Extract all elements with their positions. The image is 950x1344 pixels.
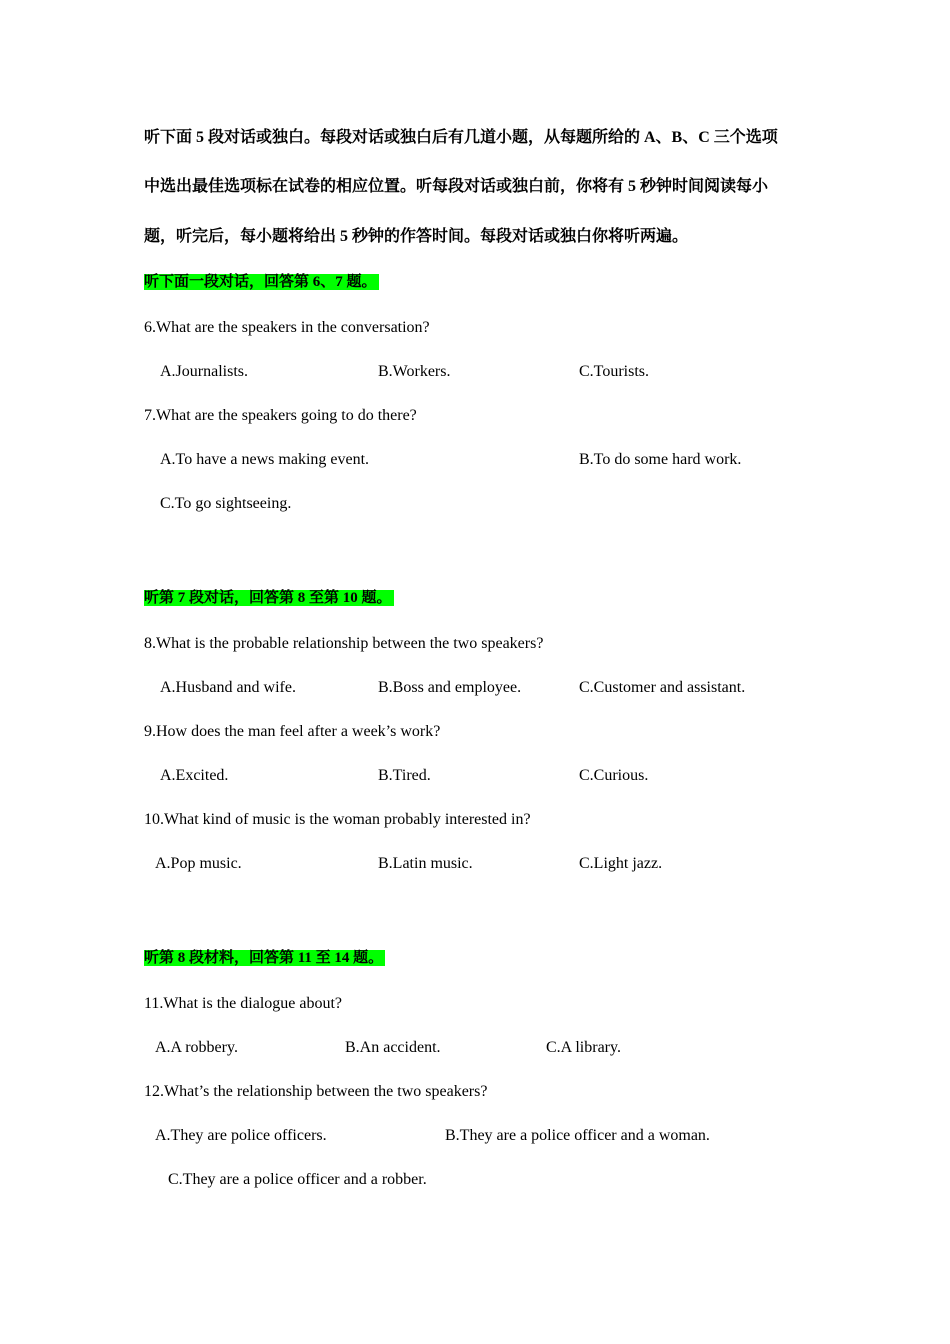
q8-option-a: A.Husband and wife. [160,679,296,696]
q6-option-a: A.Journalists. [160,363,248,380]
q10-option-c: C.Light jazz. [579,855,663,872]
q6-option-b: B.Workers. [378,363,451,380]
q8-option-b: B.Boss and employee. [378,679,522,696]
q12-option-a: A.They are police officers. [155,1127,327,1144]
q9-option-c: C.Curious. [579,767,649,784]
question-10: 10.What kind of music is the woman probably interested in? [144,811,531,828]
question-6: 6.What are the speakers in the conversation? [144,319,430,336]
question-7: 7.What are the speakers going to do there? [144,407,417,424]
q10-option-a: A.Pop music. [155,855,242,872]
instructions-line-3: 题，听完后，每小题将给出 5 秒钟的作答时间。每段对话或独白你将听两遍。 [144,228,689,245]
q6-option-c: C.Tourists. [579,363,649,380]
section-heading-2-text: 听第 7 段对话，回答第 8 至第 10 题。 [144,590,392,606]
q7-option-a: A.To have a news making event. [160,451,370,468]
instructions-line-1: 听下面 5 段对话或独白。每段对话或独白后有几道小题，从每题所给的 A、B、C 三个选项 [144,129,778,146]
section-heading-3-text: 听第 8 段材料，回答第 11 至 14 题。 [144,950,384,966]
q9-option-a: A.Excited. [160,767,229,784]
q10-option-b: B.Latin music. [378,855,473,872]
instructions-line-2: 中选出最佳选项标在试卷的相应位置。听每段对话或独白前，你将有 5 秒钟时间阅读每小 [144,178,769,195]
section-heading-2 [144,588,394,608]
q9-option-b: B.Tired. [378,767,431,784]
question-9: 9.How does the man feel after a week’s work? [144,723,441,740]
q11-option-b: B.An accident. [345,1039,441,1056]
section-heading-3 [144,948,385,968]
q7-option-b: B.To do some hard work. [579,451,742,468]
q12-option-c: C.They are a police officer and a robber. [168,1171,427,1188]
q11-option-a: A.A robbery. [155,1039,238,1056]
question-12: 12.What’s the relationship between the two speakers? [144,1083,488,1100]
question-8: 8.What is the probable relationship between the two speakers? [144,635,544,652]
q8-option-c: C.Customer and assistant. [579,679,746,696]
q7-option-c: C.To go sightseeing. [160,495,292,512]
question-11: 11.What is the dialogue about? [144,995,343,1012]
section-heading-1-text: 听下面一段对话，回答第 6、7 题。 [144,274,377,290]
q12-option-b: B.They are a police officer and a woman. [445,1127,710,1144]
section-heading-1 [144,272,379,292]
q11-option-c: C.A library. [546,1039,621,1056]
